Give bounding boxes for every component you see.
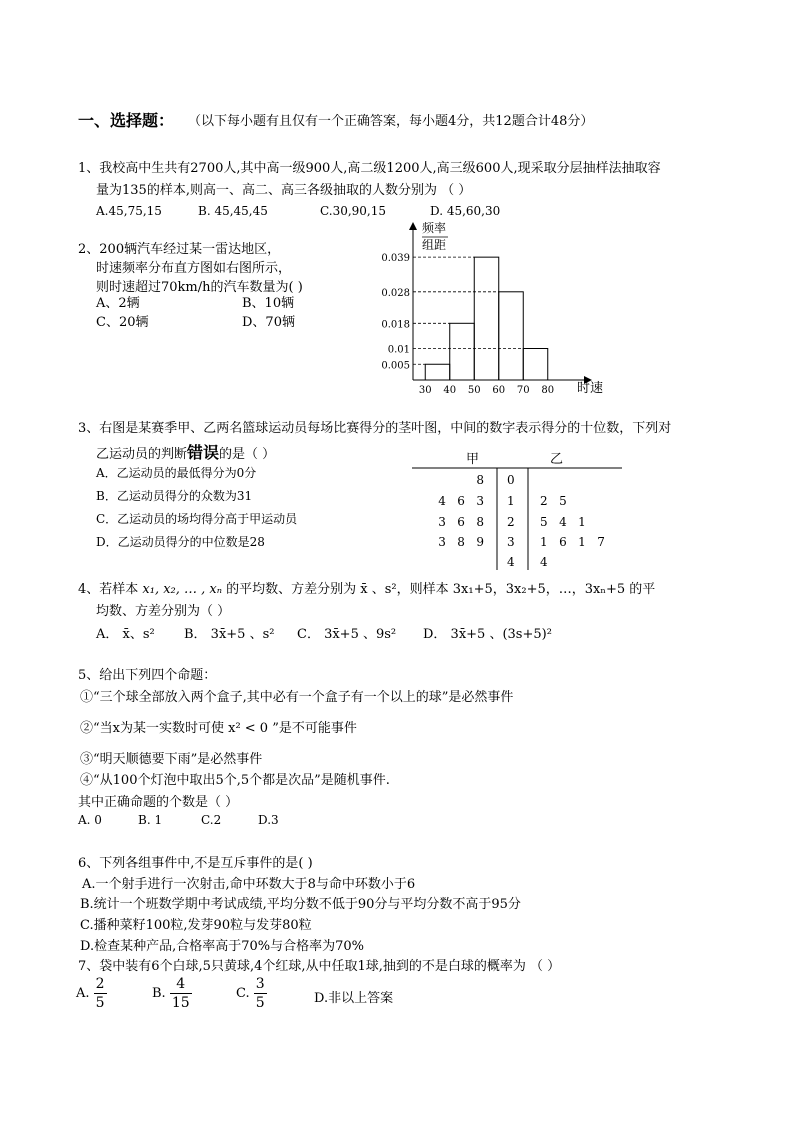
stemleaf-right-header: 乙: [550, 452, 564, 467]
q6-option-a: A.一个射手进行一次射击,命中环数大于8与命中环数小于6: [82, 877, 416, 892]
x-tick-label-5: 70: [516, 385, 530, 396]
x-tick-label-4: 60: [492, 385, 506, 396]
stemleaf-row2-right: 2 5: [540, 494, 567, 508]
q7-line: 7、袋中装有6个白球,5只黄球,4个红球,从中任取1球,抽到的不是白球的概率为 （ ）: [78, 959, 561, 974]
y-tick-label-3: 0.018: [381, 319, 410, 331]
stemleaf-row1-left: 8: [476, 473, 484, 487]
x-tick-label-6: 80: [541, 385, 555, 396]
q5-option-a: A. 0: [78, 813, 102, 827]
q7-option-a-fraction: $\frac{2}{5}$: [95, 976, 105, 1011]
q1-line1: 1、我校高中生共有2700人,其中高一级900人,高二级1200人,高三级600人,现采取分层抽样法抽取容: [78, 161, 661, 176]
stem-leaf-plot: [410, 448, 625, 573]
q1-option-a: A.45,75,15: [96, 204, 162, 218]
section-note: （以下每小题有且仅有一个正确答案，每小题4分，共12题合计48分）: [188, 114, 594, 129]
x-tick-label-2: 40: [443, 385, 457, 396]
q7-option-d: D.非以上答案: [314, 991, 394, 1006]
q4-line1: [78, 578, 655, 597]
stemleaf-row5-right: 4: [540, 555, 548, 569]
q5-question: 其中正确命题的个数是（ ）: [78, 795, 239, 810]
stemleaf-row3-stem: 2: [507, 515, 515, 529]
q7-option-c-fraction: $\frac{3}{5}$: [255, 976, 265, 1011]
q7-option-a-label: A.: [76, 986, 90, 1001]
q5-item-4: ④“从100个灯泡中取出5个,5个都是次品”是随机事件.: [80, 773, 390, 788]
q3-emphasis: 错误: [187, 443, 220, 462]
q5-option-c: C.2: [201, 813, 222, 827]
q4-option-d: D． 3x̄+5 、(3s+5)²: [423, 627, 552, 642]
section-title: 一、选择题：: [78, 111, 175, 130]
q4-sample: x₁, x₂, … , xₙ: [142, 582, 223, 597]
q6-option-d: D.检查某种产品,合格率高于70%与合格率为70%: [80, 939, 365, 954]
y-tick-label-1: 0.039: [381, 253, 410, 265]
stemleaf-row2-left: 4 6 3: [438, 494, 484, 508]
q4-line1-a: 4、若样本: [78, 582, 143, 597]
q7-option-b-label: B.: [152, 986, 166, 1001]
x-tick-label-3: 50: [467, 385, 481, 396]
y-label-top: 频率: [422, 221, 447, 235]
stemleaf-row3-right: 5 4 1: [540, 515, 586, 529]
y-tick-label-5: 0.005: [381, 360, 410, 372]
y-label-bottom: 组距: [422, 238, 447, 252]
y-tick-label-4: 0.01: [387, 344, 410, 356]
q2-line2: 时速频率分布直方图如右图所示，: [96, 261, 292, 276]
q5-option-b: B. 1: [138, 813, 163, 827]
x-label: 时速: [577, 381, 604, 396]
q4-line2: 均数、方差分别为（ ）: [96, 604, 231, 619]
histogram-bar-4: [499, 292, 524, 380]
q5-item-1: ①“三个球全部放入两个盒子,其中必有一个盒子有一个以上的球”是必然事件: [80, 690, 514, 705]
q3-option-a: A．乙运动员的最低得分为0分: [96, 466, 257, 480]
x-tick-label-1: 30: [418, 385, 432, 396]
q3-option-c: C．乙运动员的场均得分高于甲运动员: [96, 512, 298, 526]
q7-option-c-label: C.: [236, 986, 250, 1001]
q1-option-c: C.30,90,15: [320, 204, 387, 218]
stemleaf-left-header: 甲: [466, 452, 480, 467]
histogram-bar-3: [474, 257, 499, 380]
histogram-bar-5: [523, 349, 548, 381]
q2-option-c: C、20辆: [96, 315, 149, 330]
q2-line3: 则时速超过70km/h的汽车数量为( ): [96, 280, 303, 295]
stemleaf-row3-left: 3 6 8: [438, 515, 484, 529]
q5-option-d: D.3: [258, 813, 279, 827]
stemleaf-row2-stem: 1: [507, 494, 515, 508]
stemleaf-row4-left: 3 8 9: [438, 535, 484, 549]
q3-option-d: D．乙运动员得分的中位数是28: [96, 535, 265, 549]
histogram-bar-2: [450, 323, 475, 380]
q3-line2: [96, 440, 275, 463]
q1-line2: 量为135的样本,则高一、高二、高三各级抽取的人数分别为 （ ）: [96, 183, 472, 198]
q4-option-b: B． 3x̄+5 、s²: [184, 627, 275, 642]
q4-option-a: A． x̄、s²: [96, 627, 155, 642]
q4-line1-c: 的平均数、方差分别为 x̄ 、s²，则样本 3x₁+5，3x₂+5，…，3xₙ+5 的平: [222, 582, 656, 597]
q1-option-b: B. 45,45,45: [198, 204, 268, 218]
q5-item-2: ②“当x为某一实数时可使 x² < 0 ”是不可能事件: [80, 721, 357, 736]
q6-intro: 6、下列各组事件中,不是互斥事件的是( ): [78, 856, 313, 871]
y-tick-label-2: 0.028: [381, 287, 410, 299]
q2-option-d: D、70辆: [242, 315, 295, 330]
q7-option-c: [236, 975, 267, 1012]
frequency-histogram: [370, 220, 620, 400]
histogram-bar-1: [425, 364, 450, 380]
q3-line2-c: 的是（ ）: [219, 447, 276, 462]
q4-option-c: C． 3x̄+5 、9s²: [297, 627, 397, 642]
q2-line1: 2、200辆汽车经过某一雷达地区，: [78, 242, 281, 257]
q7-option-a: [76, 975, 107, 1012]
stemleaf-row5-stem: 4: [507, 555, 515, 569]
q6-option-b: B.统计一个班数学期中考试成绩,平均分数不低于90分与平均分数不高于95分: [80, 897, 521, 912]
stemleaf-row1-stem: 0: [507, 473, 515, 487]
stemleaf-row4-stem: 3: [507, 535, 515, 549]
q3-line1: 3、右图是某赛季甲、乙两名篮球运动员每场比赛得分的茎叶图，中间的数字表示得分的十位数，下列对: [78, 421, 672, 436]
q7-option-b-fraction: $\frac{4}{15}$: [171, 976, 190, 1011]
q3-option-b: B．乙运动员得分的众数为31: [96, 489, 253, 503]
q5-item-3: ③“明天顺德要下雨”是必然事件: [80, 752, 263, 767]
q3-line2-a: 乙运动员的判断: [96, 447, 188, 462]
q7-option-b: [152, 975, 192, 1012]
q6-option-c: C.播种菜籽100粒,发芽90粒与发芽80粒: [80, 918, 312, 933]
q5-intro: 5、给出下列四个命题：: [78, 668, 217, 683]
q2-option-b: B、10辆: [242, 296, 295, 311]
q1-option-d: D. 45,60,30: [430, 204, 501, 218]
stemleaf-row4-right: 1 6 1 7: [540, 535, 605, 549]
q2-option-a: A、2辆: [96, 296, 140, 311]
